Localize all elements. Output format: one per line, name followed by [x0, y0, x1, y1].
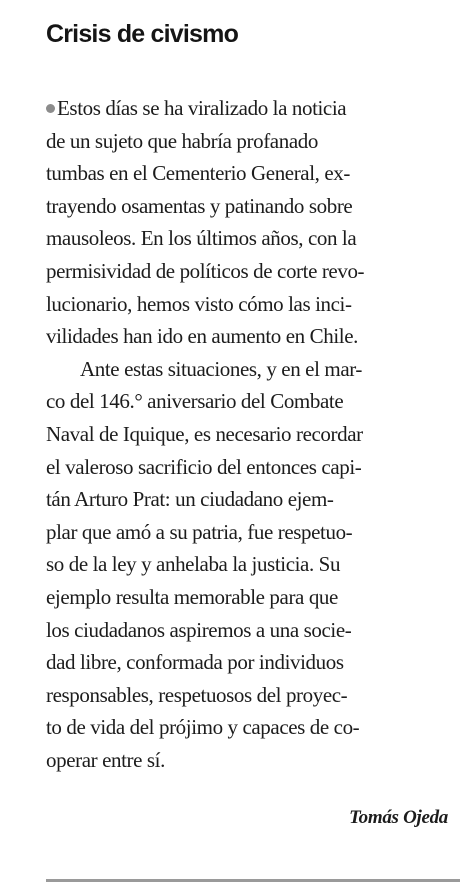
body-line: vilidades han ido en aumento en Chile. — [46, 324, 358, 349]
body-line: ejemplo resulta memorable para que — [46, 584, 338, 609]
body-line: Ante estas situaciones, y en el mar- — [80, 356, 362, 381]
bullet-icon — [46, 104, 55, 113]
body-line: de un sujeto que habría profanado — [46, 128, 318, 153]
body-line: lucionario, hemos visto cómo las inci- — [46, 291, 352, 316]
body-line: so de la ley y anhelaba la justicia. Su — [46, 552, 341, 577]
bottom-divider — [46, 879, 460, 882]
body-line-text: Estos días se ha viralizado la noticia — [57, 96, 347, 120]
body-line: dad libre, conformada por individuos — [46, 650, 344, 675]
body-line: mausoleos. En los últimos años, con la — [46, 226, 357, 251]
body-line: trayendo osamentas y patinando sobre — [46, 193, 353, 218]
body-line: co del 146.° aniversario del Combate — [46, 389, 344, 414]
body-line: tumbas en el Cementerio General, ex- — [46, 161, 350, 186]
body-line: responsables, respetuosos del proyec- — [46, 682, 348, 707]
body-line: los ciudadanos aspiremos a una socie- — [46, 617, 352, 642]
author-signature: Tomás Ojeda — [349, 807, 448, 828]
body-line: tán Arturo Prat: un ciudadano ejem- — [46, 487, 334, 512]
body-line: plar que amó a su patria, fue respetuo- — [46, 519, 353, 544]
letter-body — [46, 92, 456, 776]
body-line: el valeroso sacrificio del entonces capi- — [46, 454, 362, 479]
body-line: to de vida del prójimo y capaces de co- — [46, 715, 360, 740]
letter-title: Crisis de civismo — [46, 20, 239, 48]
body-line: Naval de Iquique, es necesario recordar — [46, 421, 363, 446]
body-line: operar entre sí. — [46, 747, 165, 772]
body-line: permisividad de políticos de corte revo- — [46, 258, 365, 283]
body-line — [46, 92, 456, 125]
